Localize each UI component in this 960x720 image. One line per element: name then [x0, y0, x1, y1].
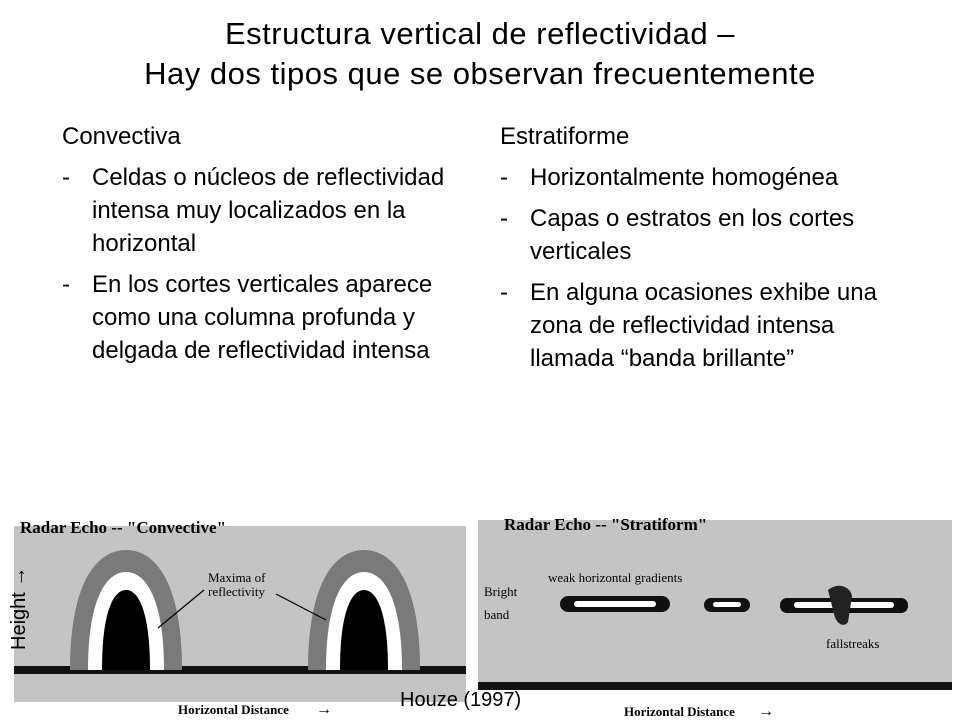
list-item — [62, 161, 462, 260]
stratiform-figure-title: Radar Echo -- "Stratiform" — [504, 515, 708, 534]
stratiform-figure-svg — [476, 510, 956, 720]
convective-list — [62, 161, 462, 367]
list-item — [62, 268, 462, 367]
annotation-text: reflectivity — [208, 584, 266, 599]
bright-band-core — [713, 602, 741, 607]
list-item-text: Celdas o núcleos de reflectividad intensa muy localizados en la horizontal — [92, 164, 445, 257]
slide-title — [0, 14, 960, 94]
list-item — [500, 202, 900, 268]
convective-figure-title: Radar Echo -- "Convective" — [20, 518, 227, 537]
list-item — [500, 161, 900, 194]
bullet-dash: - — [62, 271, 70, 298]
annotation-text: weak horizontal gradients — [548, 570, 683, 585]
stratiform-figure — [476, 510, 956, 720]
list-item-text: En los cortes verticales aparece como una columna profunda y delgada de reflectividad intensa — [92, 271, 433, 364]
convective-heading: Convectiva — [62, 123, 181, 150]
bright-band-core — [574, 601, 656, 607]
ground-line — [478, 682, 952, 690]
x-axis-arrow: → — [316, 701, 332, 718]
height-axis-text: Height → — [8, 566, 30, 650]
x-axis-label: Horizontal Distance — [178, 702, 289, 717]
list-item-text: Horizontalmente homogénea — [530, 164, 839, 191]
convective-column — [62, 120, 462, 375]
bullet-dash: - — [500, 279, 508, 306]
stratiform-heading: Estratiforme — [500, 123, 630, 150]
annotation-text: fallstreaks — [826, 636, 880, 651]
bullet-dash: - — [62, 164, 70, 191]
slide-title-line1: Estructura vertical de reflectividad – — [224, 16, 736, 51]
annotation-text: Bright — [484, 584, 518, 599]
stratiform-list — [500, 161, 900, 375]
x-axis-label: Horizontal Distance — [624, 704, 735, 719]
list-item-text: Capas o estratos en los cortes verticales — [530, 205, 855, 265]
list-item-text: En alguna ocasiones exhibe una zona de reflectividad intensa llamada “banda brillante” — [530, 279, 877, 372]
source-credit: Houze (1997) — [400, 689, 522, 711]
slide-title-line2: Hay dos tipos que se observan frecuentemente — [144, 56, 816, 91]
list-item — [500, 276, 900, 375]
bullet-dash: - — [500, 164, 508, 191]
x-axis-arrow: → — [758, 703, 774, 720]
bullet-dash: - — [500, 205, 508, 232]
stratiform-column — [500, 120, 900, 383]
annotation-text: band — [484, 607, 510, 622]
annotation-text: Maxima of — [208, 570, 266, 585]
